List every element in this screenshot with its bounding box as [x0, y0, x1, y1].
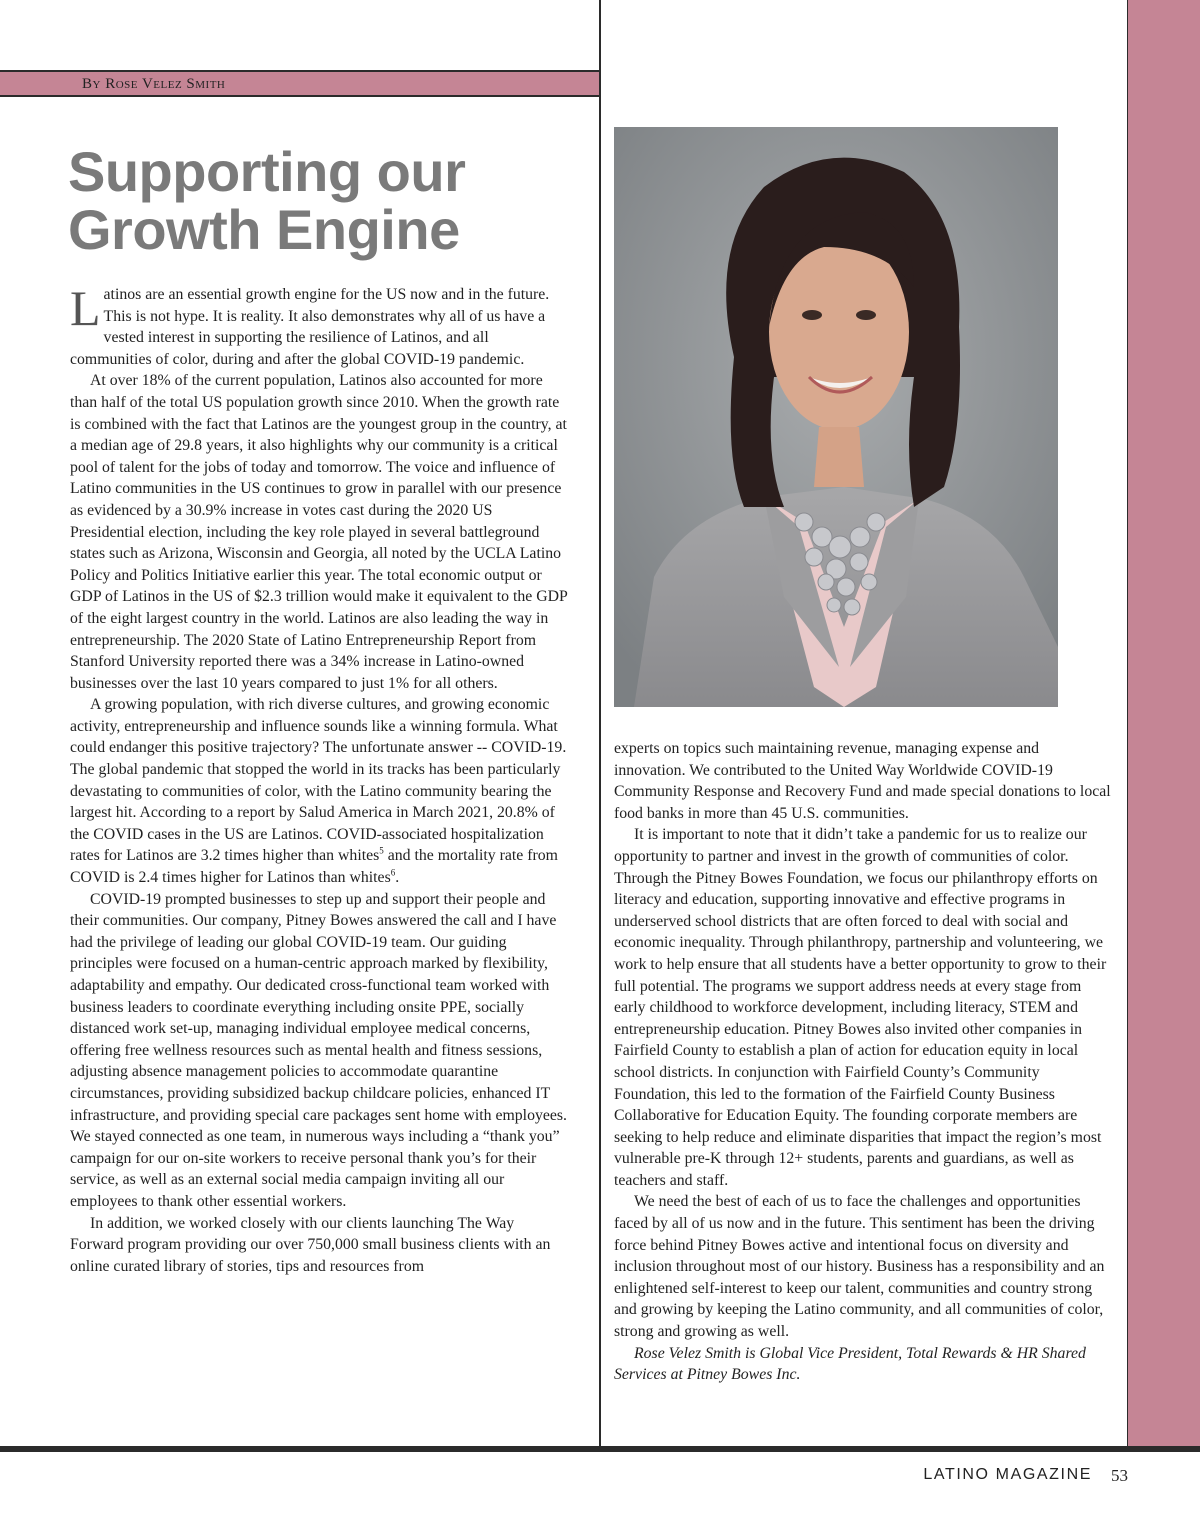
- byline-bar: [0, 70, 599, 97]
- paragraph-4: COVID-19 prompted businesses to step up and support their people and their communities. Our company, Pitney Bowes answered the call and I have had the privilege of leading our global COVID-19 team. Our guiding principles were focused on a human-centric approach marked by flexibility, adaptability and empathy. Our dedicated cross-functional team worked with business leaders to coordinate everything including onsite PPE, socially distanced work set-up, managing individual employee medical concerns, offering free wellness resources such as mental health and fitness sessions, adjusting absence management policies to accommodate quarantine circumstances, providing subsidized backup childcare policies, enhanced IT infrastructure, and providing special care packages sent home with employees. We stayed connected as one team, in numerous ways including a “thank you” campaign for our on-site workers to receive personal thank you’s for their service, as well as an external social media campaign inviting all our employees to thank other essential workers.: [70, 890, 567, 1210]
- band-divider: [1127, 0, 1128, 1446]
- byline: By Rose Velez Smith: [82, 76, 226, 92]
- column-divider: [599, 0, 601, 1446]
- magazine-name: LATINO MAGAZINE: [923, 1466, 1092, 1483]
- author-credit: Rose Velez Smith is Global Vice President, Total Rewards & HR Shared Services at Pitney Bowes Inc.: [614, 1344, 1086, 1384]
- headline-line-1: Supporting our: [68, 140, 466, 203]
- article-column-right: [614, 738, 1114, 1386]
- paragraph-5-start: In addition, we worked closely with our clients launching The Way Forward program providing our over 750,000 small business clients with an online curated library of stories, tips and resources from: [70, 1214, 551, 1275]
- paragraph-3-text-a: A growing population, with rich diverse cultures, and growing economic activity, entrepreneurship and influence sounds like a winning formula. What could endanger this positive trajectory? The unfortunate answer -- COVID-19. The global pandemic that stopped the world in its tracks has been particularly devastating to communities of color, with the Latino community bearing the largest hit. According to a report by Salud America in March 2021, 20.8% of the COVID cases in the US are Latinos. COVID-associated hospitalization rates for Latinos are 3.2 times higher than whites: [70, 696, 567, 865]
- footnote-ref-6: 6: [390, 867, 396, 878]
- paragraph-1: [70, 280, 568, 370]
- paragraph-2: At over 18% of the current population, Latinos also accounted for more than half of the total US population growth since 2010. When the growth rate is combined with the fact that Latinos are the youngest group in the country, at a median age of 29.8 years, it also highlights why our community is a critical pool of talent for the jobs of today and tomorrow. The voice and influence of Latino communities in the US continues to grow in parallel with our presence as evidenced by a 30.9% increase in votes cast during the 2020 US Presidential election, including the key role played in several battleground states such as Arizona, Wisconsin and Georgia, all noted by the UCLA Latino Policy and Politics Initiative earlier this year. The total economic output or GDP of Latinos in the US of $2.3 trillion would make it equivalent to the GDP of the eight largest country in the world. Latinos are also leading the way in entrepreneurship. The 2020 State of Latino Entrepreneurship Report from Stanford University reported there was a 34% increase in Latino-owned businesses over the last 10 years compared to just 1% for all others.: [70, 372, 568, 692]
- paragraph-3-text-b: and the mortality rate from COVID is 2.4 times higher for Latinos than whites: [70, 847, 558, 887]
- page-number: 53: [1111, 1466, 1128, 1485]
- footer-rule: [0, 1446, 1200, 1452]
- paragraph-1-text: atinos are an essential growth engine for the US now and in the future. This is not hype. It is reality. It also demonstrates why all of us have a vested interest in supporting the resilience of Latinos, and all communities of color, during and after the global COVID-19 pandemic.: [70, 286, 550, 368]
- headline-line-2: Growth Engine: [68, 198, 460, 261]
- paragraph-7: We need the best of each of us to face the challenges and opportunities faced by all of us now and in the future. This sentiment has been the driving force behind Pitney Bowes active and intentional focus on diversity and inclusion throughout most of our history. Business has a responsibility and an enlightened self-interest to keep our talent, communities and country strong and growing by keeping the Latino community, and all communities of color, strong and growing as well.: [614, 1193, 1105, 1341]
- article-column-left: [70, 280, 568, 1277]
- headline: [68, 140, 588, 261]
- footnote-ref-5: 5: [379, 846, 384, 857]
- paragraph-6: It is important to note that it didn’t take a pandemic for us to realize our opportunity to partner and invest in the growth of communities of color. Through the Pitney Bowes Foundation, we focus our philanthropy efforts on literacy and education, supporting innovative and effective programs in underserved school districts that are often forced to deal with social and economic inequality. Through philanthropy, partnership and volunteering, we work to help ensure that all students have a better opportunity to grow to their full potential. The programs we support address needs at every stage from early childhood to workforce development, including literacy, STEM and entrepreneurship education. Pitney Bowes also invited other companies in Fairfield County to establish a plan of action for education equity in local school districts. In conjunction with Fairfield County’s Community Foundation, this led to the formation of the Fairfield County Business Collaborative for Education Equity. The founding corporate members are seeking to help reduce and eliminate disparities that impact the region’s most vulnerable pre-K through 12+ students, parents and guardians, as well as teachers and staff.: [614, 826, 1107, 1189]
- accent-band-right: [1128, 0, 1200, 1446]
- paragraph-5-end: experts on topics such maintaining revenue, managing expense and innovation. We contributed to the United Way Worldwide COVID-19 Community Response and Recovery Fund and made special donations to local food banks in more than 45 U.S. communities.: [614, 740, 1111, 822]
- paragraph-3: [70, 694, 568, 888]
- author-photo: [614, 127, 1058, 707]
- paragraph-3-text-c: .: [395, 869, 400, 887]
- dropcap: L: [70, 280, 101, 336]
- portrait-illustration: [614, 127, 1058, 707]
